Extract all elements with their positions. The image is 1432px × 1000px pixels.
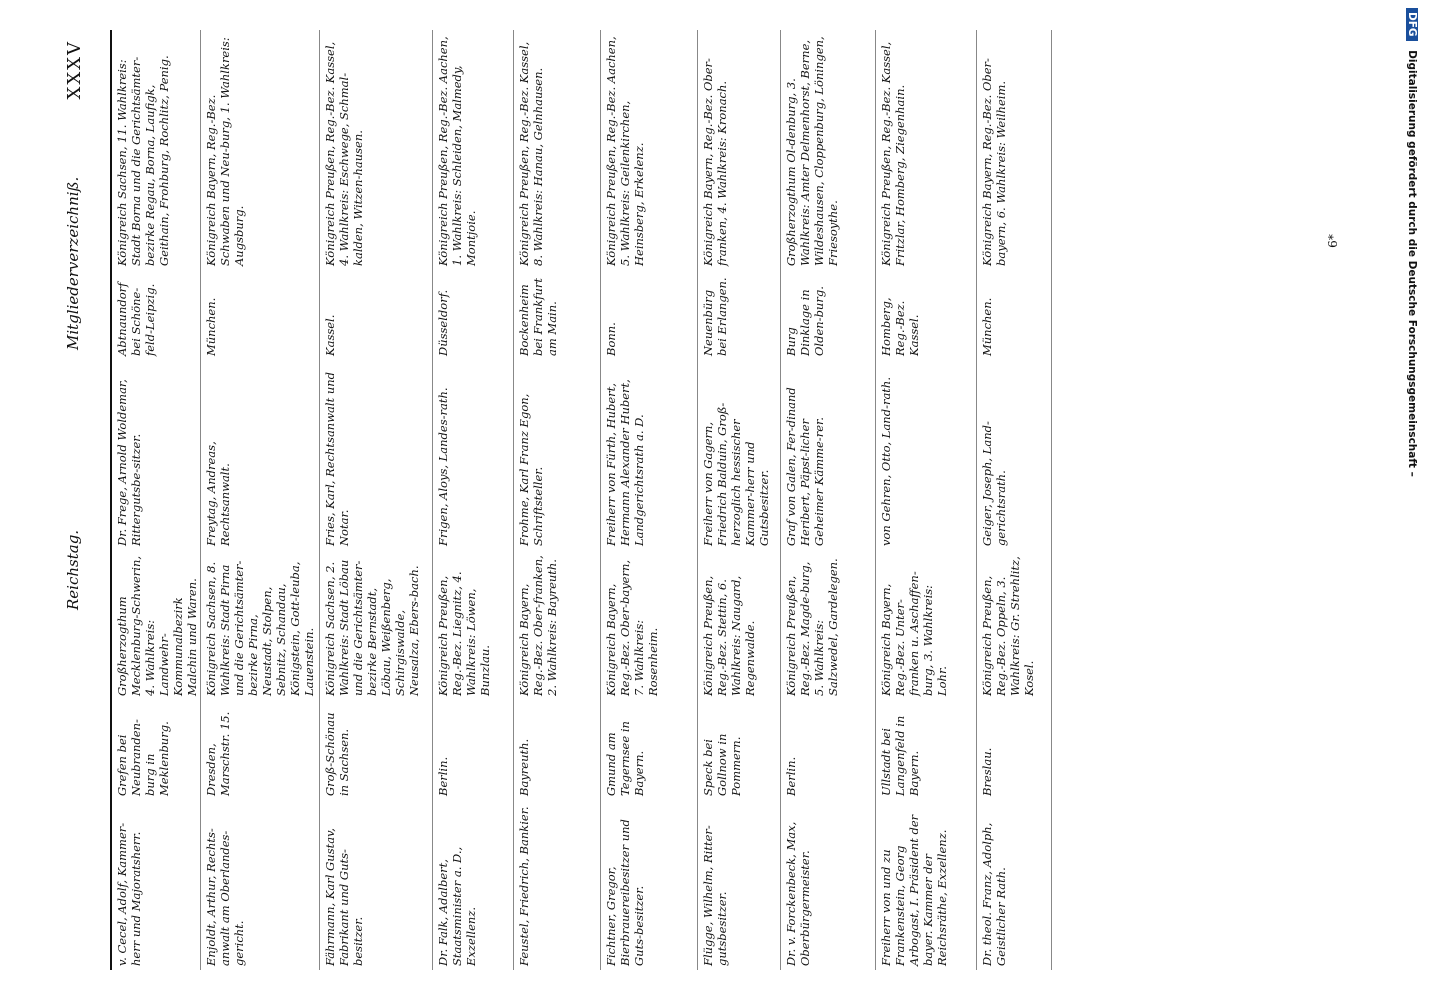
electoral-district-2: Königreich Sachsen, 11. Wahlkreis: Stadt Borna und die Gerichtsämter-bezirke Regau, Borna, Laufigk, Geithain, Frohburg, Rochlitz, Penig. [115,55,171,266]
table-header [50,30,112,970]
member-name-2: Freiherr von Gagern, Friedrich Balduin, Groß-herzoglich hessischer Kammer-herr und Gutsbesitzer. [701,402,771,546]
member-residence-2: Düsseldorf. [436,289,450,356]
electoral-district: Königreich Preußen, Reg.-Bez. Stettin, 6. Wahlkreis: Naugard, Regenwalde. [701,575,757,696]
member-name: Dr. v. Forckenbeck, Max, Oberbürgermeister. [784,821,812,966]
electoral-district: Großherzogthum Mecklenburg-Schwerin, 4. Wahlkreis: Landwehr-Kommunalbezirk Malchin und Waren. [115,555,199,696]
member-name: v. Cecel, Adolf, Kammer-herr und Majoratsherr. [115,822,143,966]
digitization-sidebar [1388,0,1432,1000]
table-row [977,30,1052,970]
dfg-logo: DFG [1406,8,1418,41]
member-residence: Berlin. [436,756,450,796]
member-residence-2: Abtnaundorf bei Schöne-feld-Leipzig. [115,282,157,356]
electoral-district: Königreich Sachsen, 2. Wahlkreis: Stadt Löbau und die Gerichtsämter-bezirke Bernstadt, Löbau, Weißenberg, Schirgiswalde, Neusalza, Ebers-bach. [323,559,421,696]
member-residence: Ullstadt bei Langenfeld in Bayern. [879,715,921,796]
member-name-2: von Gehren, Otto, Land-rath. [879,377,893,546]
member-residence-2: Bonn. [604,322,618,356]
credit-text: Digitalisierung gefördert durch die Deutsche Forschungsgemeinschaft – [1406,50,1418,477]
member-table [50,30,1370,970]
electoral-district-2: Königreich Bayern, Reg.-Bez. Schwaben und Neu-burg, 1. Wahlkreis: Augsburg. [204,37,246,266]
member-residence: Gmund am Tegernsee in Bayern. [604,721,646,796]
member-residence-2: München. [980,297,994,356]
electoral-district-2: Königreich Preußen, Reg.-Bez. Kassel, 8. Wahlkreis: Hanau, Gelnhausen. [517,41,545,266]
member-name: Fährmann, Karl Gustav, Fabrikant und Guts-besitzer. [323,828,365,966]
member-name-2: Frigen, Aloys, Landes-rath. [436,387,450,546]
member-name-2: Fries, Karl, Rechtsanwalt und Notar. [323,371,351,546]
member-name-2: Frohme, Karl Franz Egon, Schriftsteller. [517,393,545,546]
member-name-2: Graf von Galen, Fer-dinand Heribert, Päpst-licher Geheimer Kämme-rer. [784,387,826,546]
rotated-table-area [50,30,1370,970]
member-residence: Berlin. [784,756,798,796]
member-name: Flügge, Wilhelm, Ritter-gutsbesitzer. [701,825,729,966]
member-name-2: Geiger, Joseph, Land-gerichtsrath. [980,421,1008,546]
electoral-district: Königreich Preußen, Reg.-Bez. Magde-burg, 5. Wahlkreis: Salzwedel, Gardelegen. [784,558,840,696]
member-residence: Groß-Schönau in Sachsen. [323,712,351,796]
electoral-district: Königreich Preußen, Reg.-Bez. Liegnitz, 4. Wahlkreis: Löwen, Bunzlau. [436,571,492,696]
table-row [433,30,514,970]
member-residence-2: Bockenheim bei Frankfurt am Main. [517,278,559,356]
table-row [201,30,320,970]
member-residence-2: Neuenbürg bei Erlangen. [701,277,729,356]
member-name: Fichtner, Gregor, Bierbrauereibesitzer und Guts-besitzer. [604,819,646,966]
electoral-district: Königreich Bayern, Reg.-Bez. Ober-bayern, 7. Wahlkreis: Rosenheim. [604,559,660,696]
electoral-district-2: Königreich Bayern, Reg.-Bez. Ober-franken, 4. Wahlkreis: Kronach. [701,58,729,266]
member-residence: Grefen bei Neubranden-burg in Meklenburg. [115,719,171,796]
member-residence: Dresden, Marschstr. 15. [204,711,232,796]
table-row [698,30,781,970]
page-number: XXXV [64,40,85,100]
member-name: Dr. Falk, Adalbert, Staatsminister a. D., Exzellenz. [436,846,478,966]
verzeichnis-heading: Mitgliederverzeichniß. [64,176,82,350]
member-residence-2: Burg Dinklage in Olden-burg. [784,286,826,356]
electoral-district: Königreich Preußen, Reg.-Bez. Oppeln, 3. Wahlkreis: Gr. Strehlitz, Kosel. [980,556,1036,696]
sidebar-credit [1398,8,1418,998]
member-name: Feustel, Friedrich, Bankier. [517,806,531,966]
table-rows [112,30,1052,970]
member-name: Freiherr von und zu Frankenstein, Georg Arbogast, I. Präsident der bayer. Kammer der Reichsräthe, Exzellenz. [879,814,949,966]
electoral-district-2: Königreich Preußen, Reg.-Bez. Aachen, 5. Wahlkreis: Geilenkirchen, Heinsberg, Erkelenz. [604,36,646,266]
member-residence-2: Kassel. [323,314,337,356]
table-row [781,30,876,970]
reichstag-heading: Reichstag. [64,529,82,610]
electoral-district-2: Königreich Bayern, Reg.-Bez. Ober-bayern, 6. Wahlkreis: Weilheim. [980,58,1008,266]
member-name-2: Freytag, Andreas, Rechtsanwalt. [204,441,232,546]
page-stamp: 6* [1325,234,1340,248]
table-row [112,30,201,970]
table-row [320,30,433,970]
electoral-district: Königreich Sachsen, 8. Wahlkreis: Stadt Pirna und die Gerichtsämter-bezirke Pirna, Neustadt, Stolpen, Sebnitz, Schandau, Königstein, Gott-leuba, Lauenstein. [204,560,316,696]
member-residence-2: München. [204,297,218,356]
member-residence: Breslau. [980,747,994,796]
member-name: Enjoldt, Arthur, Rechts-anwalt am Oberlandes-gericht. [204,828,246,966]
electoral-district-2: Königreich Preußen, Reg.-Bez. Aachen, 1. Wahlkreis: Schleiden, Malmedy, Montjoie. [436,36,478,266]
electoral-district-2: Königreich Preußen, Reg.-Bez. Kassel, 4. Wahlkreis: Eschwege, Schmal-kalden, Witzen-hausen. [323,41,365,266]
table-row [514,30,601,970]
member-residence: Speck bei Gollnow in Pommern. [701,733,743,796]
electoral-district: Königreich Bayern, Reg.-Bez. Ober-franken, 2. Wahlkreis: Bayreuth. [517,555,559,696]
electoral-district-2: Großherzogthum Ol-denburg, 3. Wahlkreis: Amter Delmenhorst, Berne, Wildeshausen, Cloppenburg, Löningen, Friesoythe. [784,36,840,266]
table-row [601,30,698,970]
electoral-district: Königreich Bayern, Reg.-Bez. Unter-franken u. Aschaffen-burg, 3. Wahlkreis: Lohr. [879,571,949,696]
table-row [876,30,977,970]
member-residence-2: Homberg, Reg.-Bez. Kassel. [879,297,921,356]
member-residence: Bayreuth. [517,738,531,796]
electoral-district-2: Königreich Preußen, Reg.-Bez. Kassel, Fritzlar, Homberg, Ziegenhain. [879,41,907,266]
member-name-2: Freiherr von Fürth, Hubert, Hermann Alexander Hubert, Landgerichtsrath a. D. [604,379,646,546]
member-name-2: Dr. Frege, Arnold Woldemar, Rittergutsbe-sitzer. [115,379,143,546]
member-name: Dr. theol. Franz, Adolph, Geistlicher Rath. [980,822,1008,966]
